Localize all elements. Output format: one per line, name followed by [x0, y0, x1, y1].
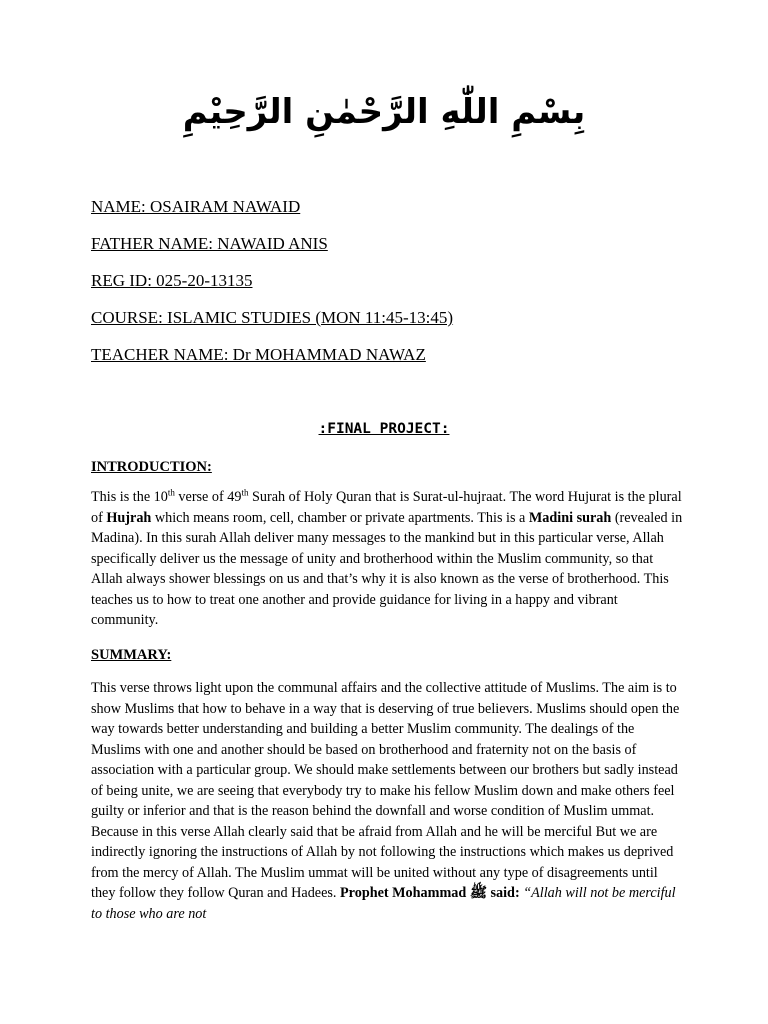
summary-text: This verse throws light upon the communal affairs and the collective attitude of Muslims. The aim is to show Muslims that how to behave in a way that is deserving of true believers. Muslims should open the way towards better understanding and building a better Muslim community. The dealings of the Muslims with one and another should be based on brotherhood and fraternity not on the basis of association with a particular group. We should make settlements between our brothers but sadly instead of being unite, we are seeing that everybody try to make his fellow Muslim down and make others feel guilty or inferior and that is the reason behind the downfall and worse condition of Muslim ummat. Because in this verse Allah clearly said that be afraid from Allah and he will be merciful But we are indirectly ignoring the instructions of Allah by not following the instructions which makes us deprived from the mercy of Allah. The Muslim ummat will be united without any type of disagreements until they follow they follow Quran and Hadees. [91, 680, 680, 901]
intro-text-1: This is the 10 [91, 489, 168, 505]
intro-bold-hujrah: Hujrah [106, 509, 152, 526]
intro-text-3: Surah of Holy Quran that is Surat-ul-hujraat. The word Hujurat is the plural of [91, 489, 682, 526]
intro-text-5: (revealed in Madina). In this surah Allah deliver many messages to the mankind but in this particular verse, Allah specifically deliver us the message of unity and brotherhood within the Muslim community, so that Allah always shower blessings on us and that’s why it is also known as the verse of brotherhood. This teaches us to how to treat one another and provide guidance for living in a happy and vibrant community. [91, 509, 683, 628]
intro-superscript-1: th [167, 487, 175, 498]
introduction-paragraph [91, 487, 683, 631]
summary-italic-quote: “Allah will not be merciful to those who are not [91, 885, 676, 922]
father-name: FATHER NAME: NAWAID ANIS [91, 234, 328, 253]
intro-superscript-2: th [241, 487, 249, 498]
teacher-name: TEACHER NAME: Dr MOHAMMAD NAWAZ [91, 345, 426, 364]
registration-id: REG ID: 025-20-13135 [91, 271, 253, 290]
summary-heading: SUMMARY: [91, 647, 172, 663]
summary-bold-prophet: Prophet Mohammad ﷺ said: [340, 885, 520, 901]
intro-bold-madini-surah: Madini surah [528, 509, 612, 526]
summary-paragraph [91, 678, 683, 924]
introduction-heading: INTRODUCTION: [91, 459, 212, 475]
intro-text-2: verse of 49 [174, 489, 242, 505]
intro-text-4: which means room, cell, chamber or private apartments. This is a [151, 509, 529, 526]
project-title: :FINAL PROJECT: [318, 421, 450, 437]
course-name: COURSE: ISLAMIC STUDIES (MON 11:45-13:45) [91, 308, 454, 327]
bismillah-calligraphy: بِسْمِ اللّٰهِ الرَّحْمٰنِ الرَّحِيْمِ [182, 92, 586, 132]
student-name: NAME: OSAIRAM NAWAID [91, 197, 301, 216]
